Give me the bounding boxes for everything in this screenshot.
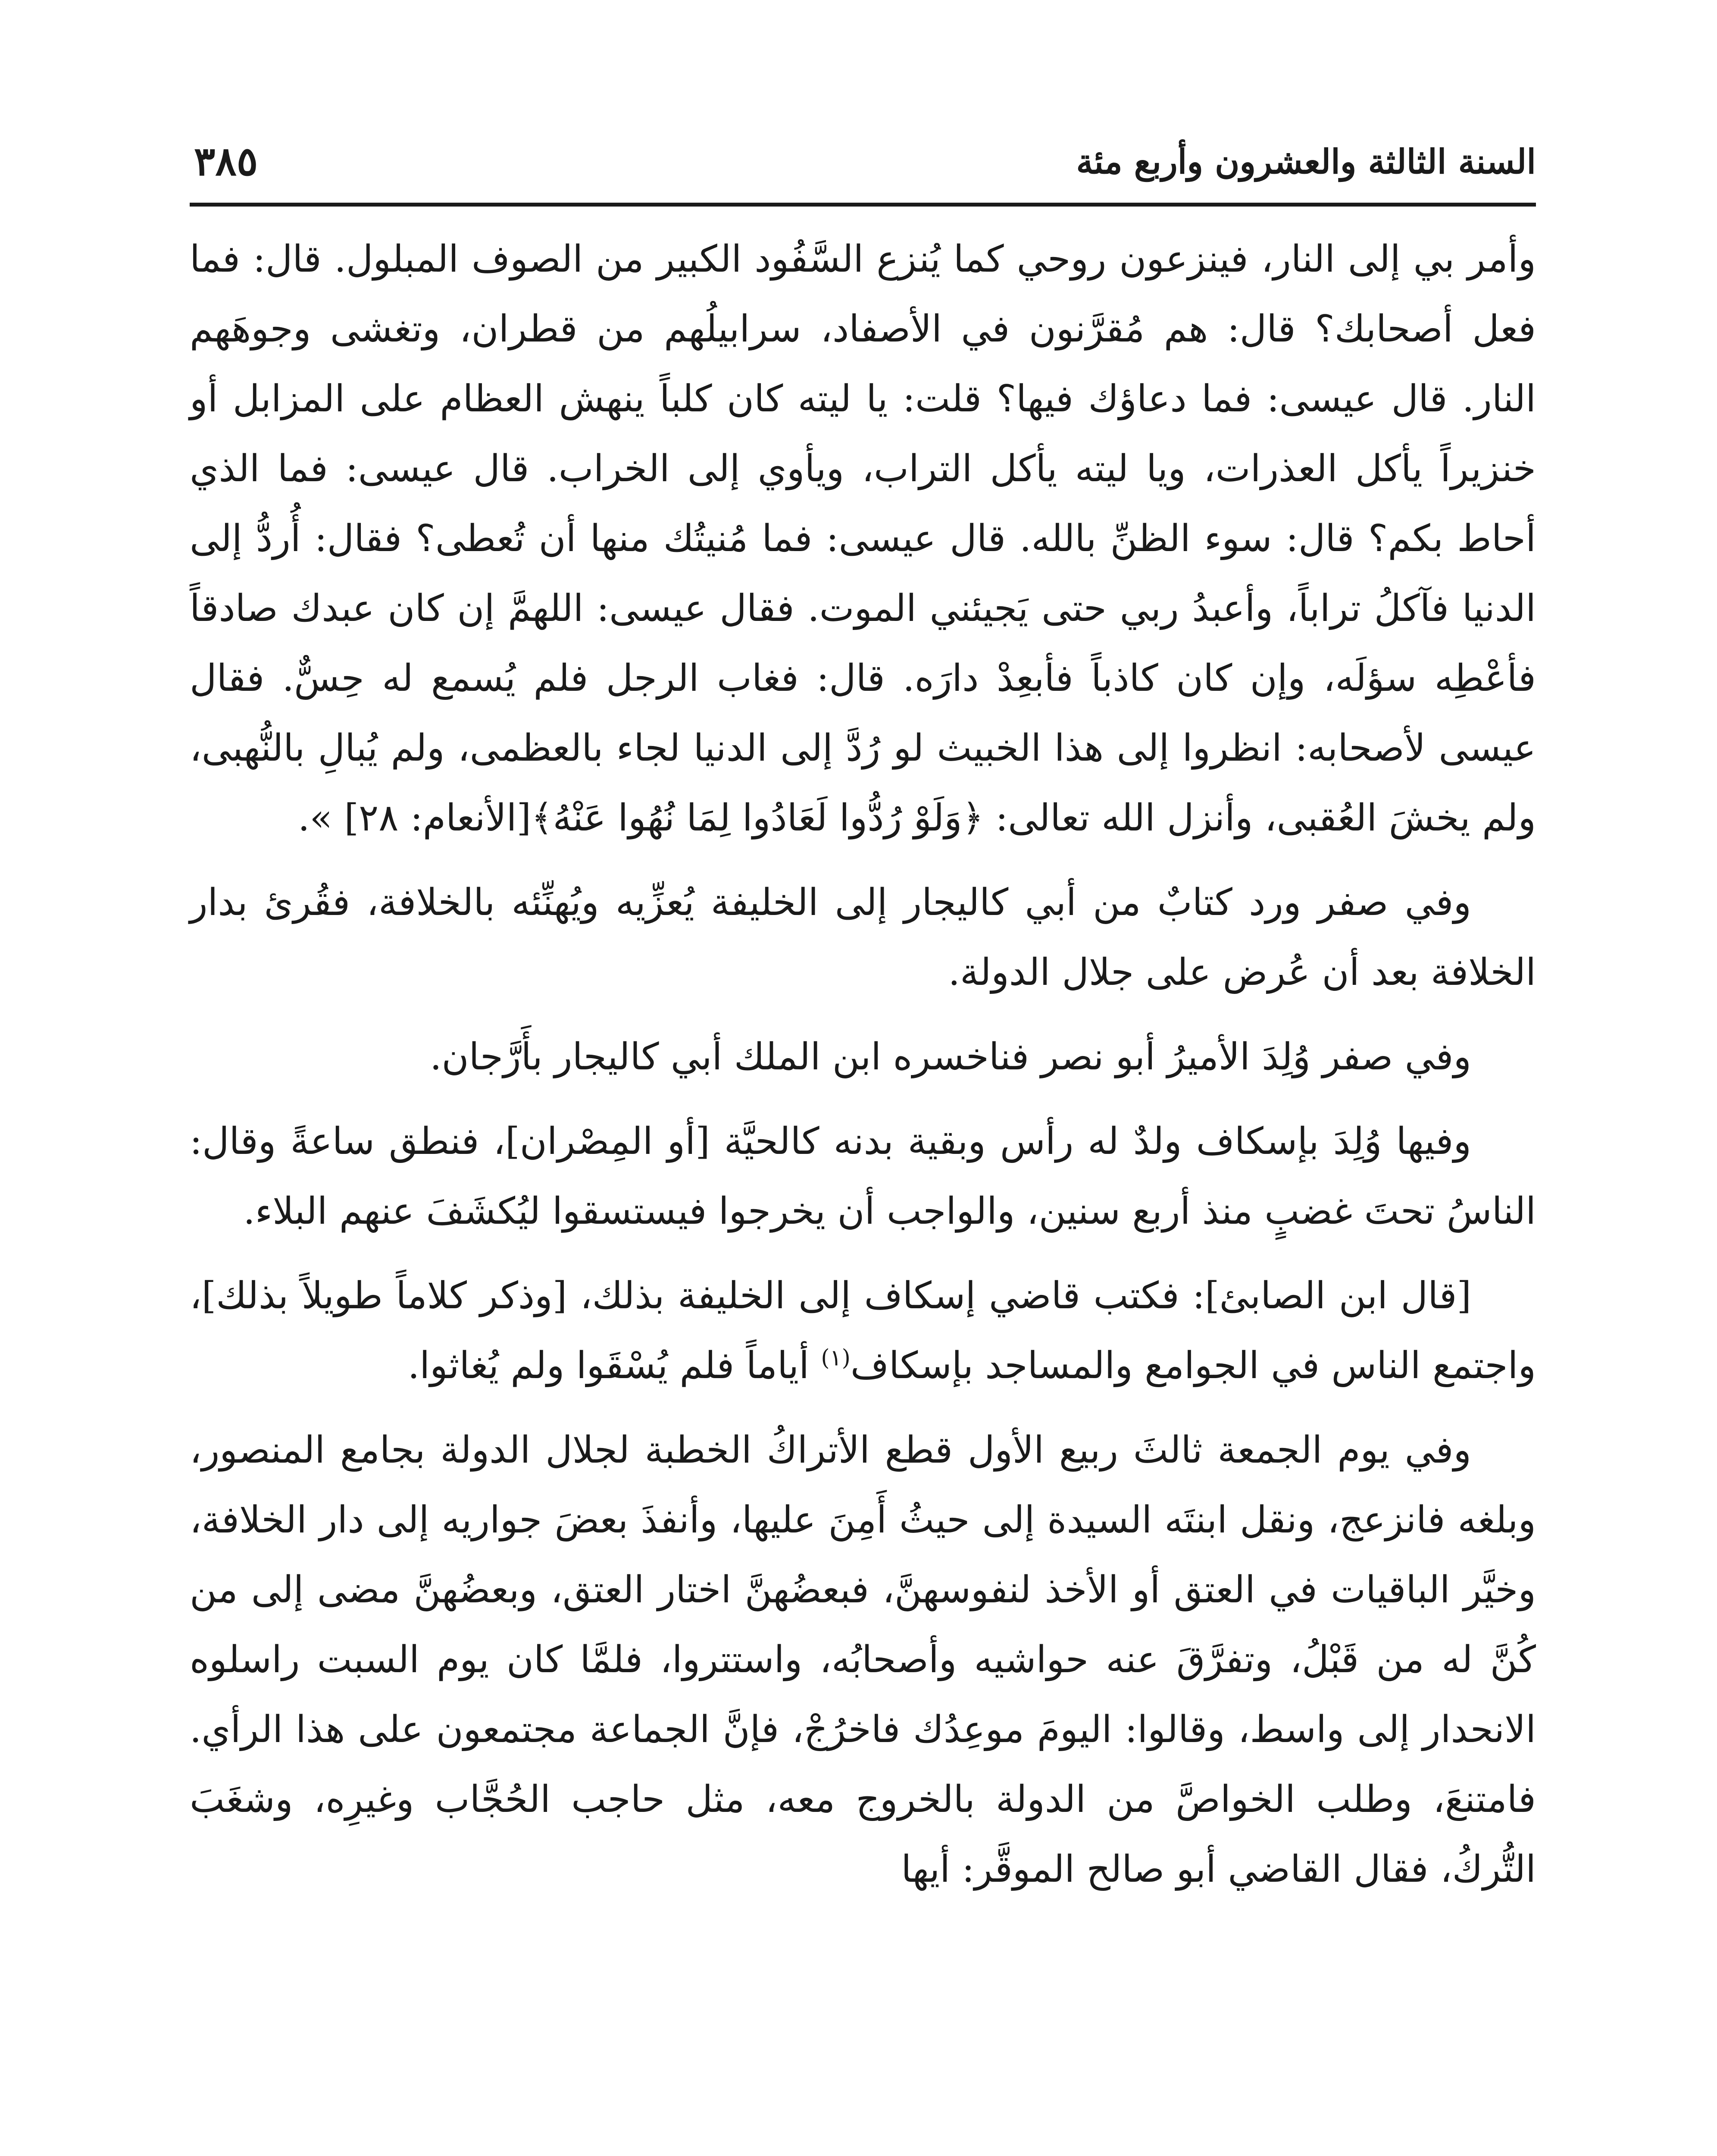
paragraph-6: وفي يوم الجمعة ثالثَ ربيع الأول قطع الأتراكُ الخطبة لجلال الدولة بجامع المنصور، وبلغه فانزعج، ونقل ابنتَه السيدة إلى حيثُ أَمِنَ عليها، وأنفذَ بعضَ جواريه إلى دار الخلافة، وخيَّر الباقيات في العتق أو الأخذ لنفوسهنَّ، فبعضُهنَّ اختار العتق، وبعضُهنَّ مضى إلى من كُنَّ له من قَبْلُ، وتفرَّقَ عنه حواشيه وأصحابُه، واستتروا، فلمَّا كان يوم السبت راسلوه الانحدار إلى واسط، وقالوا: اليومَ موعِدُك فاخرُجْ، فإنَّ الجماعة مجتمعون على هذا الرأي. فامتنعَ، وطلب الخواصَّ من الدولة بالخروج معه، مثل حاجب الحُجَّاب وغيرِه، وشغَبَ التُّركُ، فقال القاضي أبو صالح الموقَّر: أيها <box>190 1429 1536 1891</box>
footnote-reference[interactable]: (١) <box>821 1345 851 1371</box>
paragraph-5 <box>190 1261 1536 1401</box>
page-number: ٣٨٥ <box>194 138 258 185</box>
main-text <box>190 224 1536 1919</box>
quran-verse: ﴿وَلَوْ رُدُّوا لَعَادُوا لِمَا نُهُوا عَنْهُ﴾ <box>531 796 984 840</box>
page-header <box>190 129 1536 203</box>
paragraph-1 <box>190 224 1536 853</box>
running-title: السنة الثالثة والعشرون وأربع مئة <box>1076 142 1536 182</box>
paragraph-1-citation: [الأنعام: ٢٨] ». <box>298 796 532 840</box>
header-rule <box>190 203 1536 207</box>
paragraph-5-text: [قال ابن الصابئ]: فكتب قاضي إسكاف إلى الخليفة بذلك، [وذكر كلاماً طويلاً بذلك]، واجتمع الناس في الجوامع والمساجد بإسكاف <box>190 1274 1536 1387</box>
paragraph-1-text: وأمر بي إلى النار، فينزعون روحي كما يُنزع السَّفُود الكبير من الصوف المبلول. قال: فما فعل أصحابك؟ قال: هم مُقرَّنون في الأصفاد، سرابيلُهم من قطران، وتغشى وجوهَهم النار. قال عيسى: فما دعاؤك فيها؟ قلت: يا ليته كان كلباً ينهش العظام على المزابل أو خنزيراً يأكل العذرات، ويا ليته يأكل التراب، ويأوي إلى الخراب. قال عيسى: فما الذي أحاط بكم؟ قال: سوء الظنِّ بالله. قال عيسى: فما مُنيتُك منها أن تُعطى؟ فقال: أُردُّ إلى الدنيا فآكلُ تراباً، وأعبدُ ربي حتى يَجيئني الموت. فقال عيسى: اللهمَّ إن كان عبدك صادقاً فأعْطِه سؤلَه، وإن كان كاذباً فأبعِدْ دارَه. قال: فغاب الرجل فلم يُسمع له حِسٌّ. فقال عيسى لأصحابه: انظروا إلى هذا الخبيث لو رُدَّ إلى الدنيا لجاء بالعظمى، ولم يُبالِ بالنُّهبى، ولم يخشَ العُقبى، وأنزل الله تعالى: <box>190 238 1536 840</box>
paragraph-5-text-end: أياماً فلم يُسْقَوا ولم يُغاثوا. <box>407 1344 821 1387</box>
paragraph-3: وفي صفر وُلِدَ الأميرُ أبو نصر فناخسره ابن الملك أبي كاليجار بأَرَّجان. <box>430 1035 1471 1078</box>
paragraph-2: وفي صفر ورد كتابٌ من أبي كاليجار إلى الخليفة يُعزِّيه ويُهنِّئه بالخلافة، فقُرئ بدار الخلافة بعد أن عُرض على جلال الدولة. <box>190 881 1536 994</box>
paragraph-4: وفيها وُلِدَ بإسكاف ولدٌ له رأس وبقية بدنه كالحيَّة [أو المِصْران]، فنطق ساعةً وقال: الناسُ تحتَ غضبٍ منذ أربع سنين، والواجب أن يخرجوا فيستسقوا ليُكشَفَ عنهم البلاء. <box>190 1120 1536 1233</box>
